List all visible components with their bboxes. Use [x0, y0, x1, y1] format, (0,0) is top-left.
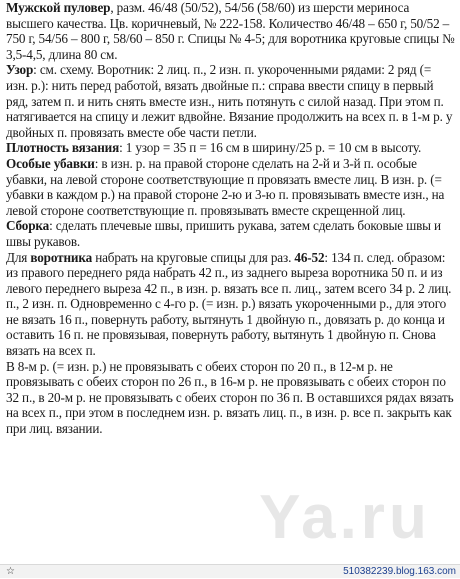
paragraph-pattern [6, 62, 456, 140]
paragraph-collar [6, 250, 456, 359]
heading-gauge: Плотность вязания [6, 140, 120, 156]
heading-decreases: Особые убавки [6, 155, 95, 171]
heading-sweater: Мужской пуловер [6, 0, 111, 15]
decreases-text: : в изн. р. на правой стороне сделать на 2-й и 3-й п. особые убавки, на левой стороне соответствующие п провязать вместе лиц. В изн. р. (= убавки в каждом р.) на правой стороне 2-ю и 3-ю п. провязывать вместе изн., на левой стороне соответствующие п. провязывать вместе скрещенной лиц. [6, 155, 445, 218]
short-rows-text: В 8-м р. (= изн. р.) не провязывать с обеих сторон по 20 п., в 12-м р. не провязывать с обеих сторон по 26 п., в 16-м р. не провязывать с обеих сторон по 32 п., в 20-м р. не провязывать с обеих сторон по 36 п. В оставшихся рядах вязать на всех п., при этом в последнем изн. р. вязать лиц. п., в изн. р. все п. закрыть как при лиц. вязании. [6, 358, 454, 437]
watermark-logo: Ya.ru [259, 482, 431, 552]
paragraph-gauge [6, 140, 456, 156]
paragraph-short-rows [6, 359, 456, 437]
collar-size: 46-52 [294, 249, 325, 265]
image-footer [0, 564, 460, 578]
paragraph-decreases [6, 156, 456, 218]
paragraph-assembly [6, 218, 456, 249]
source-link[interactable]: 510382239.blog.163.com [343, 566, 456, 577]
collar-pre: Для [6, 249, 31, 265]
paragraph-description [6, 0, 456, 62]
document-text [6, 0, 456, 578]
description-text: , разм. 46/48 (50/52), 54/56 (58/60) из шерсти мериноса высшего качества. Цв. коричневый, № 222-158. Количество 46/48 – 650 г, 50/52 – 750 г, 54/56 – 800 г, 58/60 – 850 г. Спицы № 4-5; для воротника круговые спицы № 3,5-4,5, длина 80 см. [6, 0, 455, 62]
assembly-text: : сделать плечевые швы, пришить рукава, затем сделать боковые швы и швы рукавов. [6, 218, 441, 249]
heading-assembly: Сборка [6, 218, 50, 234]
pattern-text: : см. схему. Воротник: 2 лиц. п., 2 изн. п. укороченными рядами: 2 ряд (= изн. р.): нить перед работой, вязать двойные п.: справа ввести спицу в первый ряд, затем п. и нить снять вместе изн., нить потянуть с силой назад. При этом п. натягивается на спицу и лежит вдвойне. Вязание продолжить на всех п. в 1-м р. у двойных п. провязать вместе обе части петли. [6, 62, 453, 140]
gauge-text: : 1 узор = 35 п = 16 см в ширину/25 р. = 10 см в высоту. [119, 140, 422, 156]
heading-pattern: Узор [6, 62, 34, 78]
collar-mid: набрать на круговые спицы для раз. [92, 249, 295, 265]
footer-star-icon: ☆ [6, 566, 15, 577]
heading-collar: воротника [30, 249, 93, 265]
collar-text: : 134 п. след. образом: из правого переднего ряда набрать 42 п., из заднего выреза воротника 50 п. и из левого переднего выреза 42 п., в изн. р. вязать все п. лиц., затем всего 34 р. 2 лиц. п., 2 изн. п. Одновременно с 4-го р. (= изн. р.) вязать укороченными р., для этого не вязать 16 п., повернуть работу, вытянуть 1 двойную п., довязать р. до конца и оставить 16 п. не провязывая, повернуть работу, вытянуть 1 двойную п. Снова вязать на всех п. [6, 249, 452, 359]
